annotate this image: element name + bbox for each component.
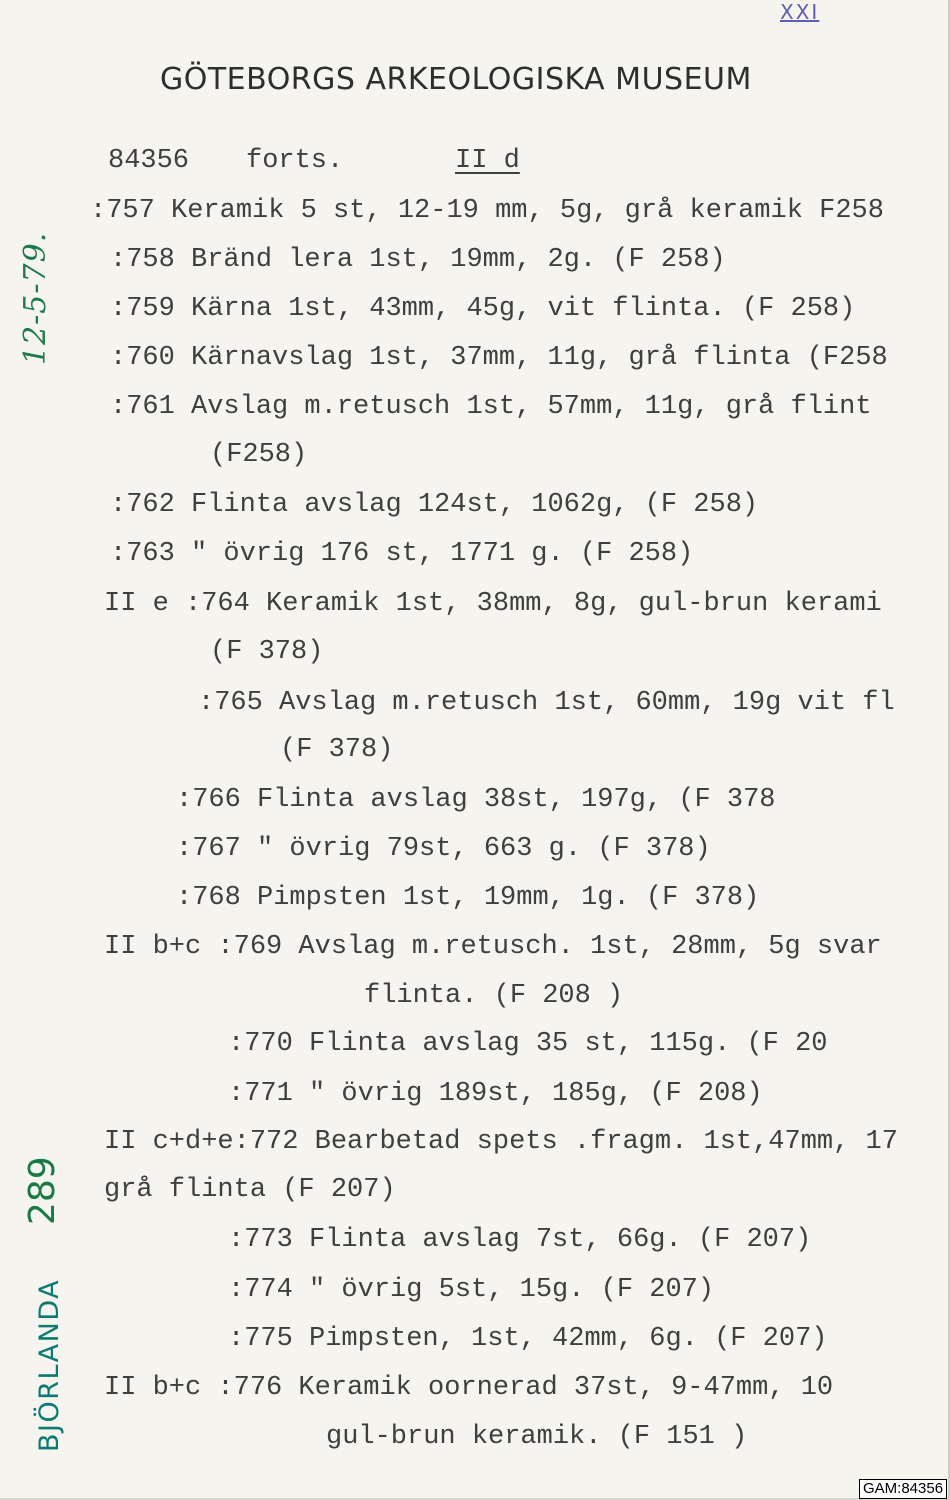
site-name-stamp: BJÖRLANDA xyxy=(34,1278,65,1452)
entry-line: (F 378) xyxy=(210,637,324,667)
entry-line: II b+c :769 Avslag m.retusch. 1st, 28mm, 5g svar xyxy=(104,932,882,962)
entry-line: grå flinta (F 207) xyxy=(104,1175,396,1205)
entry-line: :767 " övrig 79st, 663 g. (F 378) xyxy=(176,834,711,864)
entry-line: flinta. (F 208 ) xyxy=(364,981,624,1011)
catalog-id-label: GAM:84356 xyxy=(859,1479,947,1499)
entry-line: :763 " övrig 176 st, 1771 g. (F 258) xyxy=(110,539,694,569)
top-mark: XXI xyxy=(780,0,820,24)
entry-line: gul-brun keramik. (F 151 ) xyxy=(326,1422,748,1452)
entry-line: :758 Bränd lera 1st, 19mm, 2g. (F 258) xyxy=(110,245,726,275)
entry-line: II e :764 Keramik 1st, 38mm, 8g, gul-brun kerami xyxy=(104,589,882,619)
entry-line: :757 Keramik 5 st, 12-19 mm, 5g, grå keramik F258 xyxy=(90,196,884,226)
entry-line: forts. xyxy=(246,146,344,176)
entry-line: :760 Kärnavslag 1st, 37mm, 11g, grå flinta (F258 xyxy=(110,343,888,373)
entry-line: II b+c :776 Keramik oornerad 37st, 9-47mm, 10 xyxy=(104,1373,834,1403)
entry-line: :759 Kärna 1st, 43mm, 45g, vit flinta. (F 258) xyxy=(110,294,856,324)
handwritten-site-number: 289 xyxy=(22,1156,63,1225)
entry-line: II c+d+e:772 Bearbetad spets .fragm. 1st,47mm, 17 xyxy=(104,1127,898,1157)
entry-line: (F 378) xyxy=(280,735,394,765)
entry-line: :775 Pimpsten, 1st, 42mm, 6g. (F 207) xyxy=(228,1324,828,1354)
entry-line: :774 " övrig 5st, 15g. (F 207) xyxy=(228,1275,715,1305)
handwritten-date: 12-5-79. xyxy=(18,231,53,365)
section-heading: II d xyxy=(455,146,520,176)
entry-line: :762 Flinta avslag 124st, 1062g, (F 258) xyxy=(110,490,759,520)
entry-line: (F258) xyxy=(210,440,308,470)
entry-line: 84356 xyxy=(108,146,190,176)
entry-line: :766 Flinta avslag 38st, 197g, (F 378 xyxy=(176,785,776,815)
entry-line: :761 Avslag m.retusch 1st, 57mm, 11g, grå flint xyxy=(110,392,872,422)
entry-line: :771 " övrig 189st, 185g, (F 208) xyxy=(228,1079,763,1109)
entry-line: :768 Pimpsten 1st, 19mm, 1g. (F 378) xyxy=(176,883,760,913)
museum-header: GÖTEBORGS ARKEOLOGISKA MUSEUM xyxy=(160,62,752,97)
entry-line: :765 Avslag m.retusch 1st, 60mm, 19g vit fl xyxy=(198,688,895,718)
entry-line: :773 Flinta avslag 7st, 66g. (F 207) xyxy=(228,1225,812,1255)
entry-line: :770 Flinta avslag 35 st, 115g. (F 20 xyxy=(228,1029,828,1059)
